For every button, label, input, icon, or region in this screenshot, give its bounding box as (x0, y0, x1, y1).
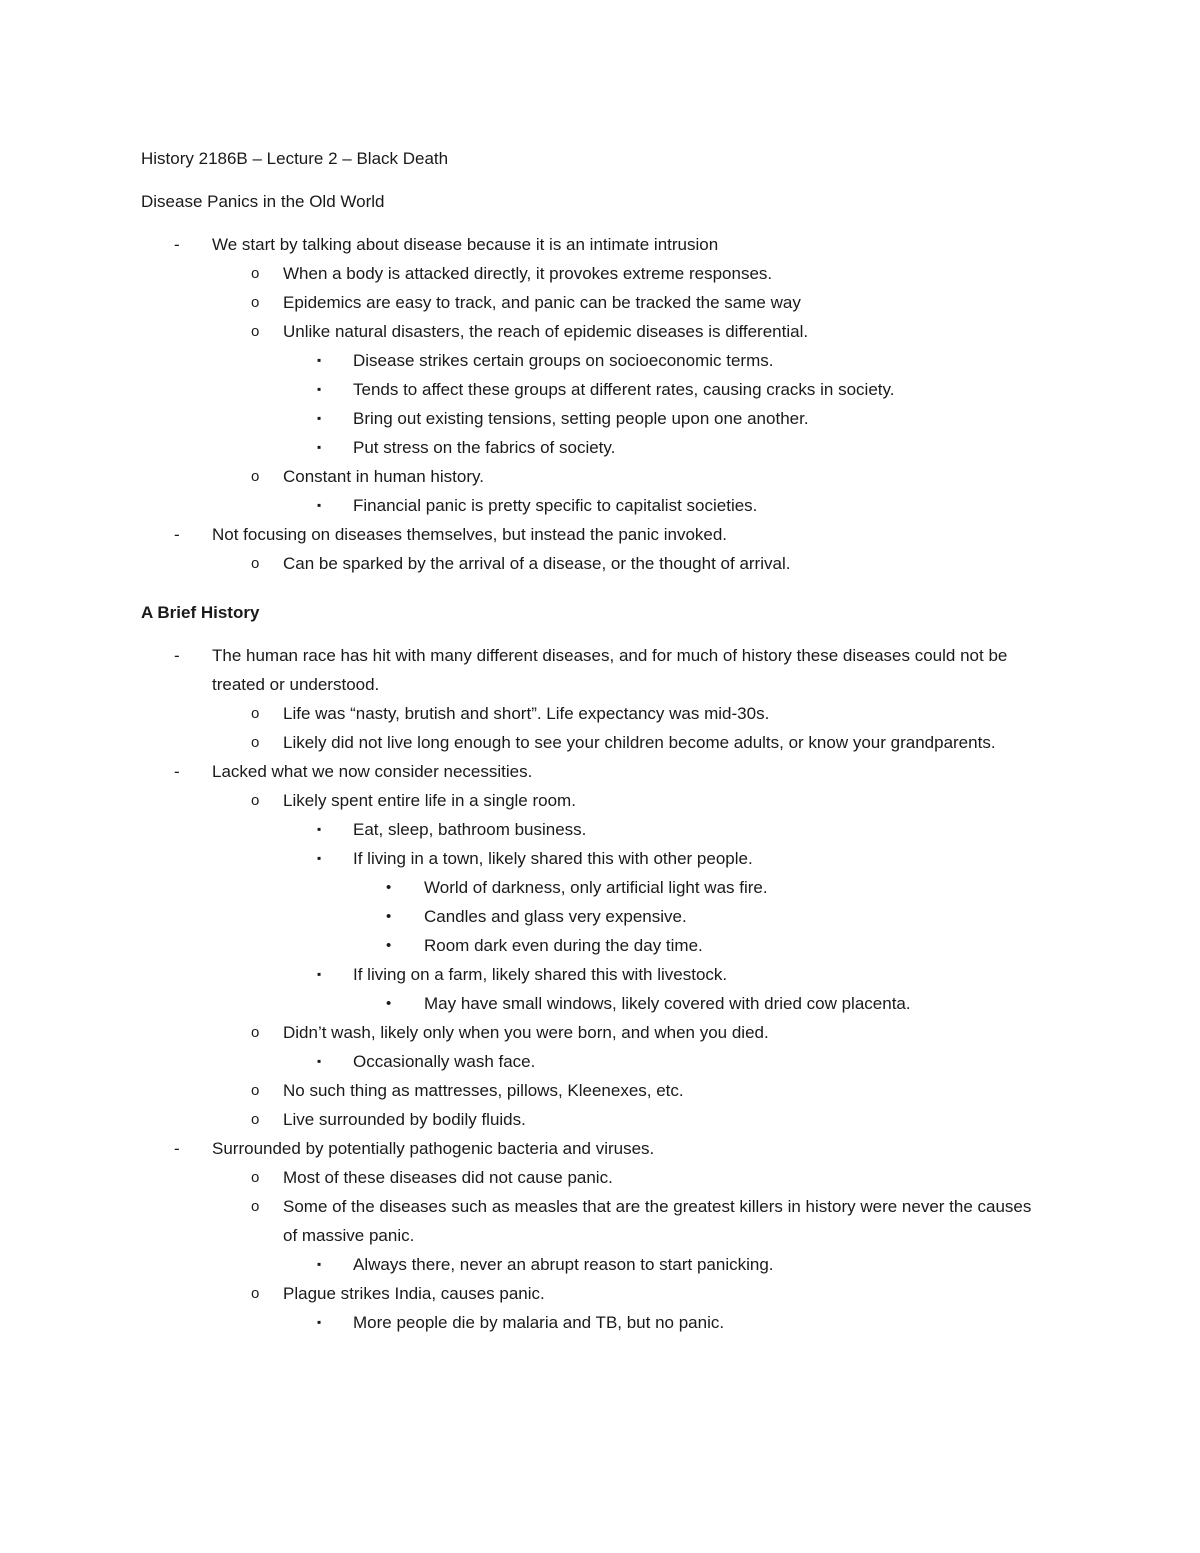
section-list-brief-history (141, 641, 1050, 1337)
bullet-marker: - (174, 762, 180, 781)
list-item-text: Disease strikes certain groups on socioeconomic terms. (353, 351, 774, 370)
list-item (141, 1018, 1050, 1047)
list-item-text: Occasionally wash face. (353, 1052, 536, 1071)
list-item-text: Lacked what we now consider necessities. (212, 762, 533, 781)
bullet-marker: o (251, 555, 260, 572)
list-item (141, 1163, 1050, 1192)
list-item (141, 815, 1050, 844)
bullet-marker: o (251, 1285, 260, 1302)
list-item-text: Constant in human history. (283, 467, 484, 486)
list-item-text: World of darkness, only artificial light was fire. (424, 878, 768, 897)
list-item-text: Surrounded by potentially pathogenic bacteria and viruses. (212, 1139, 655, 1158)
list-item-text: Unlike natural disasters, the reach of epidemic diseases is differential. (283, 322, 809, 341)
list-item (141, 288, 1050, 317)
list-item-text: Most of these diseases did not cause panic. (283, 1168, 613, 1187)
bullet-marker: • (386, 879, 392, 896)
bullet-marker: • (386, 995, 392, 1012)
list-item-text: We start by talking about disease because it is an intimate intrusion (212, 235, 719, 254)
list-item-text: Epidemics are easy to track, and panic can be tracked the same way (283, 293, 801, 312)
section-heading-disease-panics: Disease Panics in the Old World (141, 192, 385, 211)
list-item (141, 317, 1050, 346)
list-item-text: Room dark even during the day time. (424, 936, 703, 955)
list-item-text: Didn’t wash, likely only when you were born, and when you died. (283, 1023, 769, 1042)
bullet-marker: - (174, 525, 180, 544)
bullet-marker: ▪ (317, 1054, 322, 1068)
list-item-text: Not focusing on diseases themselves, but instead the panic invoked. (212, 525, 728, 544)
list-item (141, 728, 1050, 757)
list-item (141, 491, 1050, 520)
bullet-marker: ▪ (317, 382, 322, 396)
bullet-marker: ▪ (317, 411, 322, 425)
list-item-text: Always there, never an abrupt reason to start panicking. (353, 1255, 774, 1274)
bullet-marker: ▪ (317, 440, 322, 454)
bullet-marker: ▪ (317, 1257, 322, 1271)
list-item (141, 404, 1050, 433)
list-item (141, 230, 1050, 259)
list-item (141, 346, 1050, 375)
bullet-marker: ▪ (317, 353, 322, 367)
list-item-text: Candles and glass very expensive. (424, 907, 687, 926)
list-item (141, 1250, 1050, 1279)
bullet-marker: o (251, 468, 260, 485)
section-list-disease-panics (141, 230, 1050, 578)
list-item (141, 1105, 1050, 1134)
bullet-marker: ▪ (317, 822, 322, 836)
list-item (141, 259, 1050, 288)
bullet-marker: ▪ (317, 1315, 322, 1329)
list-item-text: Can be sparked by the arrival of a disease, or the thought of arrival. (283, 554, 791, 573)
bullet-marker: ▪ (317, 498, 322, 512)
list-item-text: No such thing as mattresses, pillows, Kleenexes, etc. (283, 1081, 684, 1100)
bullet-marker: - (174, 235, 180, 254)
list-item (141, 1192, 1050, 1250)
list-item (141, 520, 1050, 549)
list-item (141, 989, 1050, 1018)
list-item (141, 931, 1050, 960)
list-item (141, 549, 1050, 578)
list-item (141, 375, 1050, 404)
list-item (141, 699, 1050, 728)
bullet-marker: o (251, 705, 260, 722)
list-item-text: Plague strikes India, causes panic. (283, 1284, 545, 1303)
list-item (141, 1134, 1050, 1163)
list-item-text: Bring out existing tensions, setting people upon one another. (353, 409, 809, 428)
list-item (141, 902, 1050, 931)
list-item-text: If living on a farm, likely shared this with livestock. (353, 965, 728, 984)
bullet-marker: • (386, 937, 392, 954)
list-item-text: May have small windows, likely covered with dried cow placenta. (424, 994, 911, 1013)
bullet-marker: ▪ (317, 967, 322, 981)
bullet-marker: ▪ (317, 851, 322, 865)
list-item (141, 786, 1050, 815)
bullet-marker: o (251, 734, 260, 751)
document-title: History 2186B – Lecture 2 – Black Death (141, 149, 449, 168)
bullet-marker: - (174, 1139, 180, 1158)
list-item-text: Likely spent entire life in a single room. (283, 791, 576, 810)
list-item-text: Eat, sleep, bathroom business. (353, 820, 587, 839)
list-item-text: Financial panic is pretty specific to capitalist societies. (353, 496, 758, 515)
list-item-text: When a body is attacked directly, it provokes extreme responses. (283, 264, 773, 283)
list-item-text: Tends to affect these groups at different rates, causing cracks in society. (353, 380, 895, 399)
bullet-marker: o (251, 1024, 260, 1041)
list-item-text: Live surrounded by bodily fluids. (283, 1110, 526, 1129)
list-item (141, 433, 1050, 462)
list-item (141, 844, 1050, 873)
section-heading-brief-history: A Brief History (141, 603, 260, 622)
bullet-marker: o (251, 323, 260, 340)
list-item-text: Put stress on the fabrics of society. (353, 438, 616, 457)
list-item (141, 1308, 1050, 1337)
list-item (141, 960, 1050, 989)
list-item (141, 873, 1050, 902)
bullet-marker: - (174, 646, 180, 665)
list-item (141, 1047, 1050, 1076)
list-item (141, 1279, 1050, 1308)
list-item (141, 757, 1050, 786)
list-item-text: Likely did not live long enough to see your children become adults, or know your grandparents. (283, 733, 996, 752)
list-item-text: Life was “nasty, brutish and short”. Life expectancy was mid-30s. (283, 704, 770, 723)
list-item (141, 462, 1050, 491)
list-item (141, 641, 1050, 699)
list-item-text: The human race has hit with many different diseases, and for much of history these diseases could not be treated or understood. (212, 646, 1008, 694)
list-item-text: More people die by malaria and TB, but no panic. (353, 1313, 725, 1332)
bullet-marker: o (251, 1169, 260, 1186)
bullet-marker: o (251, 1111, 260, 1128)
list-item (141, 1076, 1050, 1105)
bullet-marker: o (251, 792, 260, 809)
list-item-text: Some of the diseases such as measles that are the greatest killers in history were never the causes of massive panic. (283, 1197, 1032, 1245)
bullet-marker: o (251, 294, 260, 311)
list-item-text: If living in a town, likely shared this with other people. (353, 849, 753, 868)
bullet-marker: o (251, 1082, 260, 1099)
bullet-marker: o (251, 265, 260, 282)
bullet-marker: o (251, 1198, 260, 1215)
bullet-marker: • (386, 908, 392, 925)
